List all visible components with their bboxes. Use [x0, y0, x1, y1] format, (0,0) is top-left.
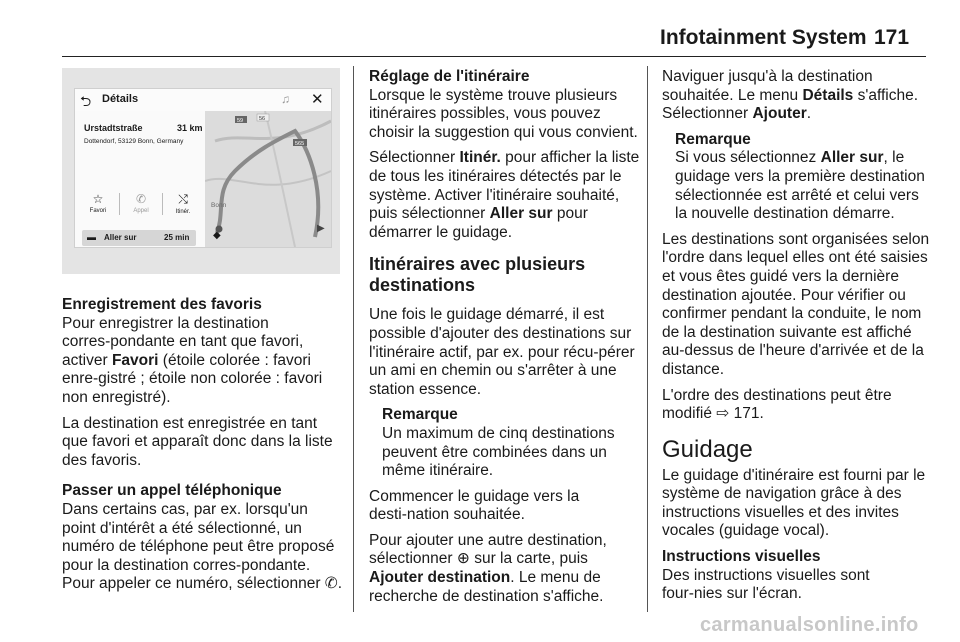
- note-box: [675, 131, 932, 224]
- destination-address: Dottendorf, 53129 Bonn, Germany: [84, 138, 184, 145]
- favori-action-label: Favori: [89, 208, 107, 214]
- close-icon[interactable]: ✕: [311, 91, 324, 108]
- column-3: [662, 68, 932, 611]
- paragraph-instructions-visuelles: Des instructions visuelles sont four‑nies sur l'écran.: [662, 566, 870, 603]
- paragraph-ajout-destination: Pour ajouter une autre destination, sélectionner ⊕ sur la carte, puis Ajouter destination. Le menu de recherche de destination s'affiche.: [369, 531, 607, 605]
- music-note-icon[interactable]: ♫: [281, 92, 290, 106]
- screen-top-bar: [75, 89, 331, 112]
- paragraph-ordre: L'ordre des destinations peut être modifié ⇨ 171.: [662, 386, 892, 423]
- appel-action[interactable]: [123, 192, 159, 214]
- paragraph-guidage: Le guidage d'itinéraire est fourni par le système de navigation grâce à des instructions visuelles et des invites vocales (guidage vocal).: [662, 466, 926, 540]
- favori-action[interactable]: [80, 192, 116, 214]
- paragraph-appel: Dans certains cas, par ex. lorsqu'un point d'intérêt a été sélectionné, un numéro de téléphone peut être proposé pour la destination corres‑pondante. Pour appeler ce numéro, sélectionner ✆.: [62, 500, 343, 593]
- itiner-action-label: Itinér.: [175, 209, 191, 215]
- location-pin-icon[interactable]: ◆: [213, 230, 221, 241]
- note-title: Remarque: [675, 130, 751, 148]
- paragraph-naviguer: Naviguer jusqu'à la destination souhaitée. Le menu Détails s'affiche. Sélectionner Ajouter.: [662, 68, 919, 123]
- paragraph-commencer: Commencer le guidage vers la desti‑nation souhaitée.: [369, 487, 580, 524]
- page-ref-link[interactable]: 171: [733, 405, 760, 423]
- paragraph-reglage: Lorsque le système trouve plusieurs itinéraires possibles, vous pouvez choisir la suggestion qui vous convient.: [369, 86, 638, 141]
- note-text: Si vous sélectionnez Aller sur, le guidage vers la première destination sélectionnée est arrêté et celui vers la nouvelle destination démarre.: [675, 149, 925, 223]
- destination-distance: 31 km: [177, 123, 203, 133]
- paragraph-organisation: Les destinations sont organisées selon l'ordre dans lequel elles ont été saisies et vous êtes guidé vers la dernière destination ajoutée. Pour vérifier ou confirmer pendant la conduite, le nom de la destination suivante est affiché au-dessus de l'heure d'arrivée et de la distance.: [662, 230, 930, 378]
- action-separator: [119, 193, 120, 215]
- phone-icon: ✆: [324, 575, 338, 593]
- city-label: Bonn: [211, 202, 227, 209]
- phone-icon: ✆: [135, 192, 147, 206]
- heading-instructions-visuelles: Instructions visuelles: [662, 548, 821, 566]
- travel-time: 25 min: [164, 233, 190, 242]
- page-number: 171: [874, 26, 910, 49]
- play-icon[interactable]: ▶: [317, 223, 325, 234]
- details-screen-figure: [62, 68, 340, 274]
- heading-guidage: Guidage: [662, 435, 753, 463]
- column-1: [62, 296, 344, 601]
- route-icon: ⤭: [178, 192, 188, 206]
- page-header-title: Infotainment System: [660, 26, 867, 49]
- car-icon: ▬: [87, 232, 96, 242]
- note-title: Remarque: [382, 406, 458, 424]
- road-label: 59: [237, 118, 244, 124]
- heading-appel-telephonique: Passer un appel téléphonique: [62, 482, 282, 500]
- aller-sur-label: Aller sur: [104, 233, 137, 242]
- note-text: Un maximum de cinq destinations peuvent être combinées dans un même itinéraire.: [382, 424, 615, 480]
- note-box: [382, 406, 641, 480]
- heading-reglage-itineraire: Réglage de l'itinéraire: [369, 68, 530, 85]
- watermark: carmanualsonline.info: [700, 614, 919, 636]
- column-divider-left: [353, 66, 354, 612]
- column-2: [369, 68, 641, 613]
- back-arrow-icon[interactable]: ⮌: [80, 93, 92, 109]
- header-rule: [62, 56, 926, 57]
- details-screen: [74, 88, 332, 248]
- paragraph-selection-itineraire: Sélectionner Itinér. pour afficher la liste de tous les itinéraires détectés par le système. Activer l'itinéraire souhaité, puis sélectionner Aller sur pour démarrer le guidage.: [369, 149, 640, 241]
- route-map[interactable]: [205, 111, 331, 247]
- column-divider-right: [647, 66, 648, 612]
- appel-action-label: Appel: [133, 208, 149, 214]
- road-label: 56: [259, 116, 266, 122]
- page-ref-arrow-icon: ⇨: [716, 405, 730, 423]
- heading-itineraires-multiples: Itinéraires avec plusieurs destinations: [369, 254, 586, 296]
- destination-panel: [75, 111, 205, 247]
- itiner-action[interactable]: [165, 192, 201, 215]
- road-label: 565: [295, 141, 305, 147]
- destination-street: Urstadtstraße: [84, 123, 143, 133]
- paragraph-multi-destinations: Une fois le guidage démarré, il est possible d'ajouter des destinations sur l'itinéraire actif, par ex. pour récu‑pérer un ami en chemin ou s'arrêter à une station essence.: [369, 306, 635, 398]
- heading-enregistrement-favoris: Enregistrement des favoris: [62, 296, 262, 313]
- screen-title: Détails: [102, 93, 139, 105]
- aller-sur-button[interactable]: [82, 230, 196, 246]
- crosshair-icon: ⊕: [456, 550, 470, 568]
- action-separator: [162, 193, 163, 215]
- paragraph-favoris-liste: La destination est enregistrée en tant que favori et apparaît donc dans la liste des favoris.: [62, 414, 333, 469]
- star-icon: ☆: [92, 192, 104, 206]
- paragraph-favoris: Pour enregistrer la destination corres‑pondante en tant que favori, activer Favori (étoile colorée : favori enre‑gistré ; étoile non colorée : favori non enregistré).: [62, 314, 323, 406]
